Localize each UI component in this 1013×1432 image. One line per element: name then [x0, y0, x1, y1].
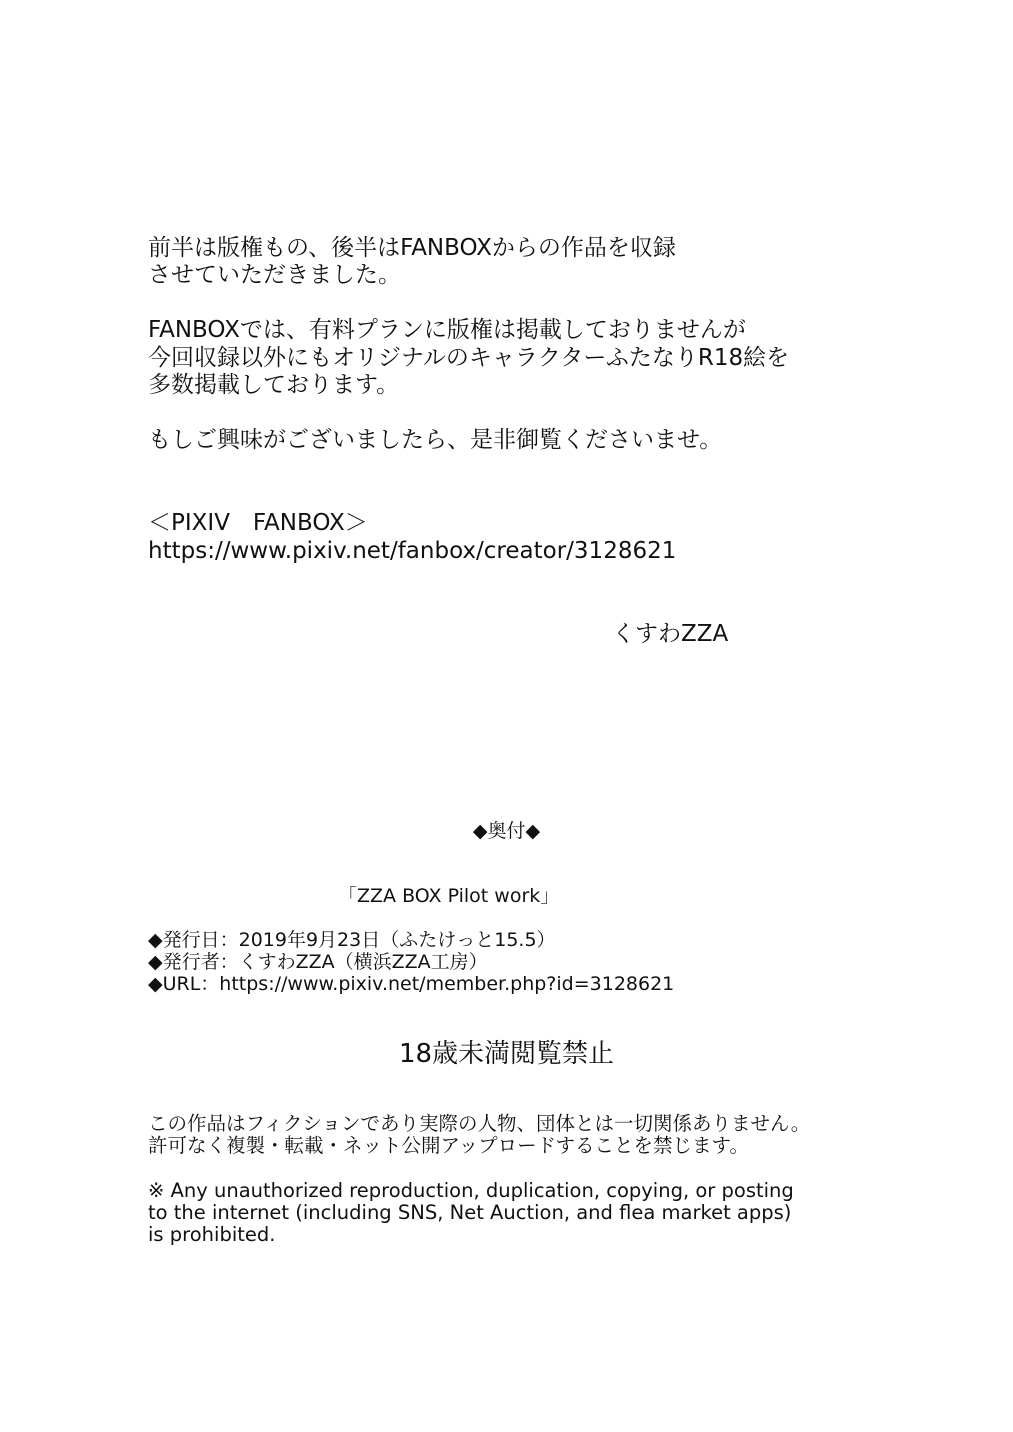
fanbox-note-line-1: FANBOXでは、有料プランに版権は掲載しておりませんが — [148, 317, 746, 343]
disclaimer-jp-line-2: 許可なく複製・転載・ネット公開アップロードすることを禁じます。 — [148, 1134, 749, 1157]
fanbox-note-line-3: 多数掲載しております。 — [148, 372, 400, 398]
book-title: 「ZZA BOX Pilot work」 — [338, 885, 560, 907]
invitation-text: もしご興味がございましたら、是非御覧くださいませ。 — [148, 427, 723, 453]
intro-line-1: 前半は版権もの、後半はFANBOXからの作品を収録 — [148, 235, 676, 261]
disclaimer-en-line-3: is prohibited. — [148, 1223, 276, 1246]
colophon-heading: ◆奥付◆ — [472, 820, 541, 842]
disclaimer-en-line-1: ※ Any unauthorized reproduction, duplication, copying, or posting — [148, 1179, 794, 1202]
author-signature: くすわZZA — [612, 621, 729, 647]
publisher: ◆発行者：くすわZZA（横浜ZZA工房） — [148, 951, 488, 973]
fanbox-label: ＜PIXIV FANBOX＞ — [148, 510, 368, 536]
publish-date: ◆発行日：2019年9月23日（ふたけっと15.5） — [148, 929, 556, 951]
disclaimer-en-line-2: to the internet (including SNS, Net Auction, and flea market apps) — [148, 1201, 792, 1224]
fanbox-url: https://www.pixiv.net/fanbox/creator/3128621 — [148, 538, 677, 564]
author-url: ◆URL：https://www.pixiv.net/member.php?id=3128621 — [148, 973, 675, 995]
disclaimer-jp-line-1: この作品はフィクションであり実際の人物、団体とは一切関係ありません。 — [148, 1112, 811, 1135]
age-warning: 18歳未満閲覧禁止 — [398, 1039, 615, 1069]
fanbox-note-line-2: 今回収録以外にもオリジナルのキャラクターふたなりR18絵を — [148, 345, 790, 371]
intro-line-2: させていただきました。 — [148, 262, 401, 288]
